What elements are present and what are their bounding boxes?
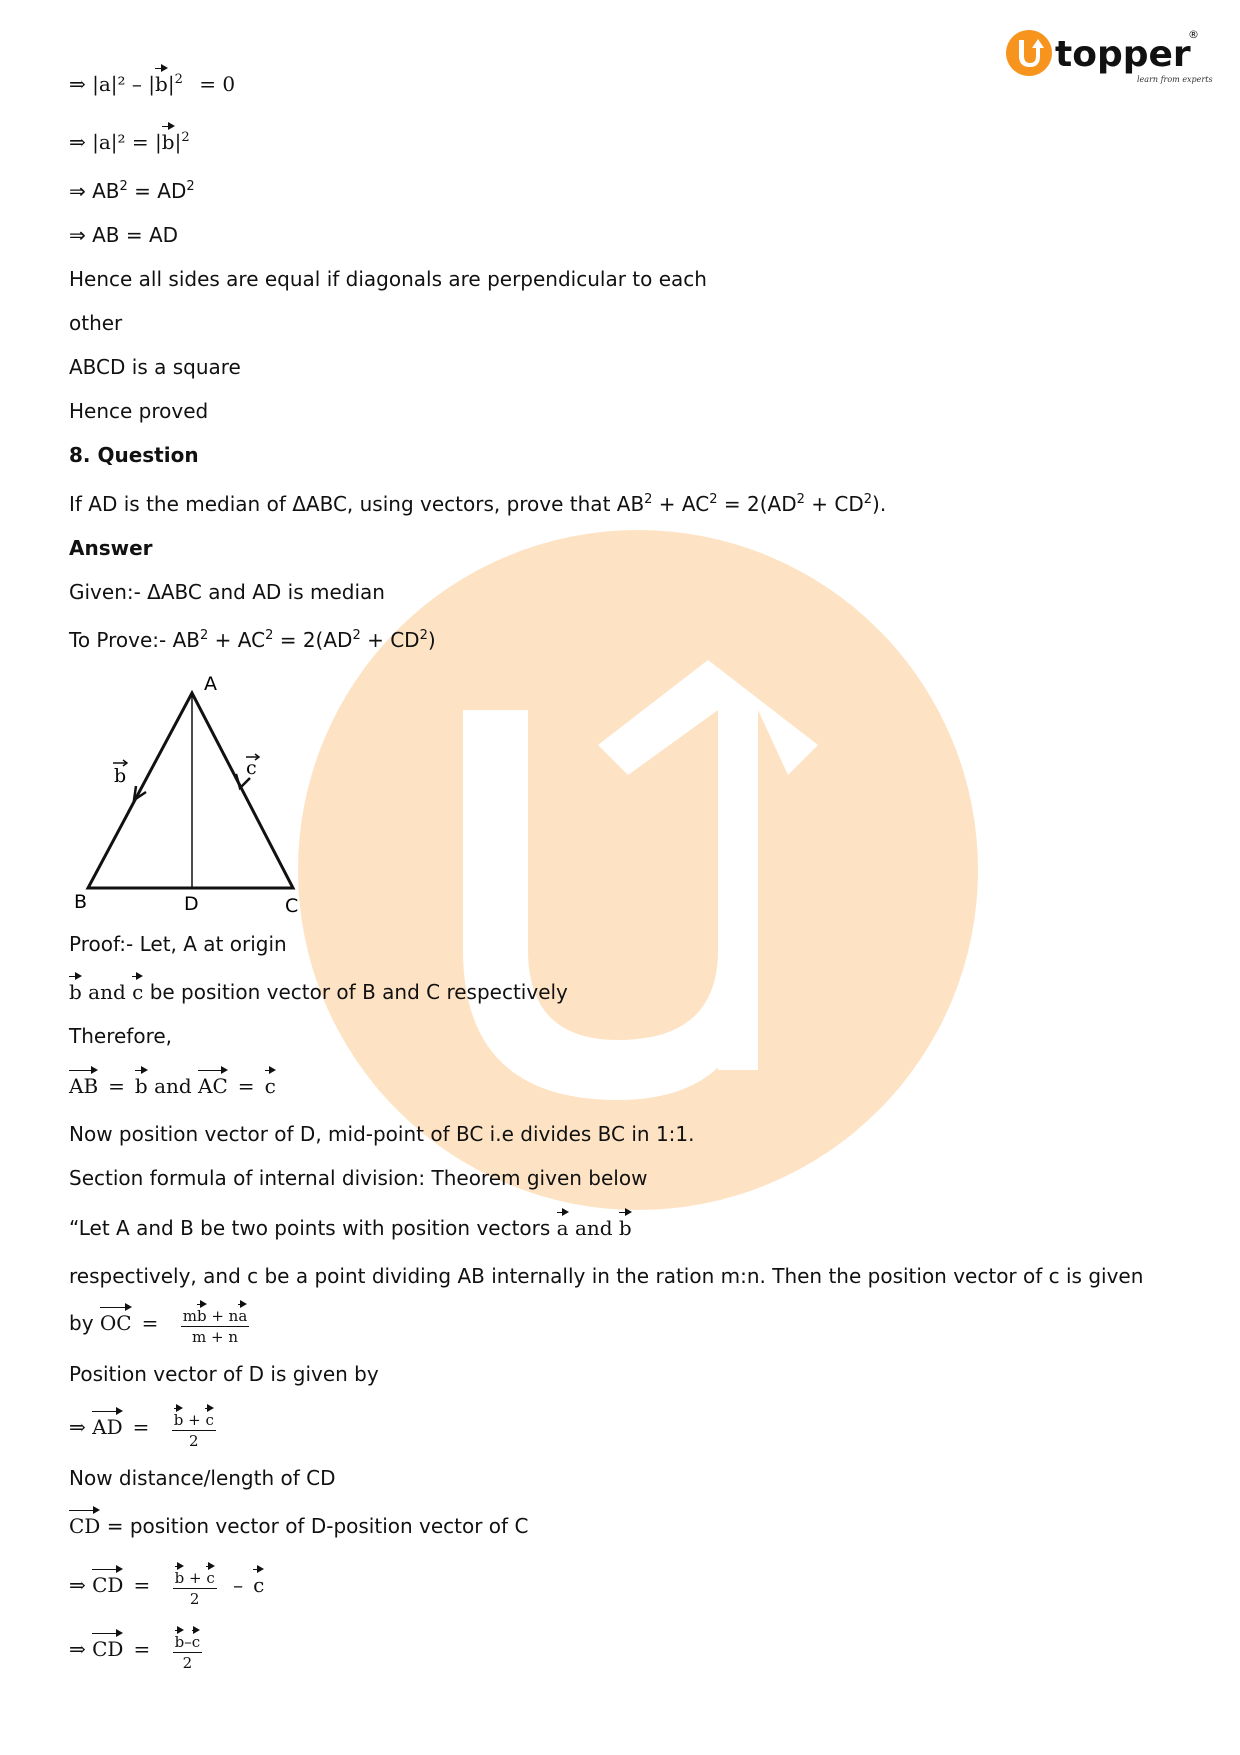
section-formula-equation: by OC = $\frac{mb + na}{m + n}$ [69,1302,249,1347]
text-line: other [69,311,123,335]
vector-c: c [205,1406,213,1430]
vector-b: b [175,1564,185,1588]
vector-cd: CD [92,1631,123,1663]
vector-ad: AD [92,1409,122,1441]
to-prove-text: To Prove:- $AB^2 + AC^2 = 2(AD^2 + CD^2)$ [69,628,436,652]
theorem-text-continued: respectively, and c be a point dividing AB internally in the ration m:n. Then the position vector of c is given [69,1264,1144,1288]
position-vector-text: b and c be position vector of B and C respectively [69,974,568,1006]
vector-cd: CD [92,1567,123,1599]
triangle-diagram [68,668,308,918]
logo-tagline: learn from experts [1137,75,1213,84]
triangle-abc [88,693,293,888]
therefore-text: Therefore, [69,1024,173,1048]
text-line: Hence all sides are equal if diagonals are perpendicular to each [69,267,707,291]
vector-b: b [162,124,175,156]
midpoint-text: Now position vector of D, mid-point of BC i.e divides BC in 1:1. [69,1122,695,1146]
vector-b: b [174,1406,184,1430]
fraction: $\frac{b-c}{2}$ [173,1628,203,1673]
vector-a: a [557,1210,569,1242]
fraction: $\frac{b + c}{2}$ [172,1406,216,1451]
fraction: $\frac{b + c}{2}$ [173,1564,217,1609]
vector-b: b [135,1068,148,1100]
vector-c: c [132,974,143,1006]
vector-a: a [238,1302,247,1326]
logo-brand-text: topper [1055,34,1191,75]
fraction: $\frac{mb + na}{m + n}$ [181,1302,250,1347]
vector-b: b [155,66,168,98]
vector-c: c [253,1567,264,1599]
point-d-label: D [184,893,199,915]
question-text: If AD is the median of ΔABC, using vectors, prove that $AB^2 + AC^2 = 2(AD^2 + CD^2)$. [69,492,887,516]
ad-equation: ⇒ AD = $\frac{b + c}{2}$ [69,1406,216,1451]
text-line: ABCD is a square [69,355,241,379]
topper-logo [1005,26,1213,92]
answer-heading: Answer [69,536,153,560]
vector-b: b [197,1302,207,1326]
cd-definition: CD = position vector of D-position vector of C [69,1508,528,1540]
vector-b: b [69,974,82,1006]
vector-c-label: c [246,757,257,779]
vector-ac: AC [198,1068,228,1100]
vector-c: c [192,1628,200,1652]
theorem-text: “Let A and B be two points with position vectors a and b [69,1210,632,1242]
cd-equation-2: ⇒ CD = $\frac{b-c}{2}$ [69,1628,202,1673]
cd-equation-1: ⇒ CD = $\frac{b + c}{2}$ – c [69,1564,264,1609]
vector-b: b [175,1628,185,1652]
ab-ac-equation: AB = b and AC = c [69,1068,276,1100]
eq-line-1: ⇒ $|a|^2 - |b|^2 = 0$ [69,66,245,98]
position-d-text: Position vector of D is given by [69,1362,379,1386]
vector-oc: OC [100,1305,132,1337]
logo-circle-icon [1006,30,1052,76]
given-text: Given:- ΔABC and AD is median [69,580,385,604]
vector-b-label: b [114,765,127,787]
vertex-b-label: B [74,891,88,913]
eq-line-3: ⇒ $AB^2 = AD^2$ [69,179,195,203]
vertex-a-label: A [204,673,217,695]
eq-line-2: ⇒ $|a|^2 = |b|^2$ [69,124,190,156]
distance-text: Now distance/length of CD [69,1466,336,1490]
vector-c: c [206,1564,214,1588]
question-heading: 8. Question [69,443,199,467]
section-formula-text: Section formula of internal division: Theorem given below [69,1166,648,1190]
proof-text: Proof:- Let, A at origin [69,932,287,956]
vector-c: c [265,1068,276,1100]
vector-cd: CD [69,1508,100,1540]
text-line: Hence proved [69,399,209,423]
eq-line-4: ⇒ AB = AD [69,223,179,247]
logo-registered-mark: ® [1188,28,1199,41]
vector-ab: AB [69,1068,98,1100]
vertex-c-label: C [285,895,299,917]
vector-b: b [619,1210,632,1242]
